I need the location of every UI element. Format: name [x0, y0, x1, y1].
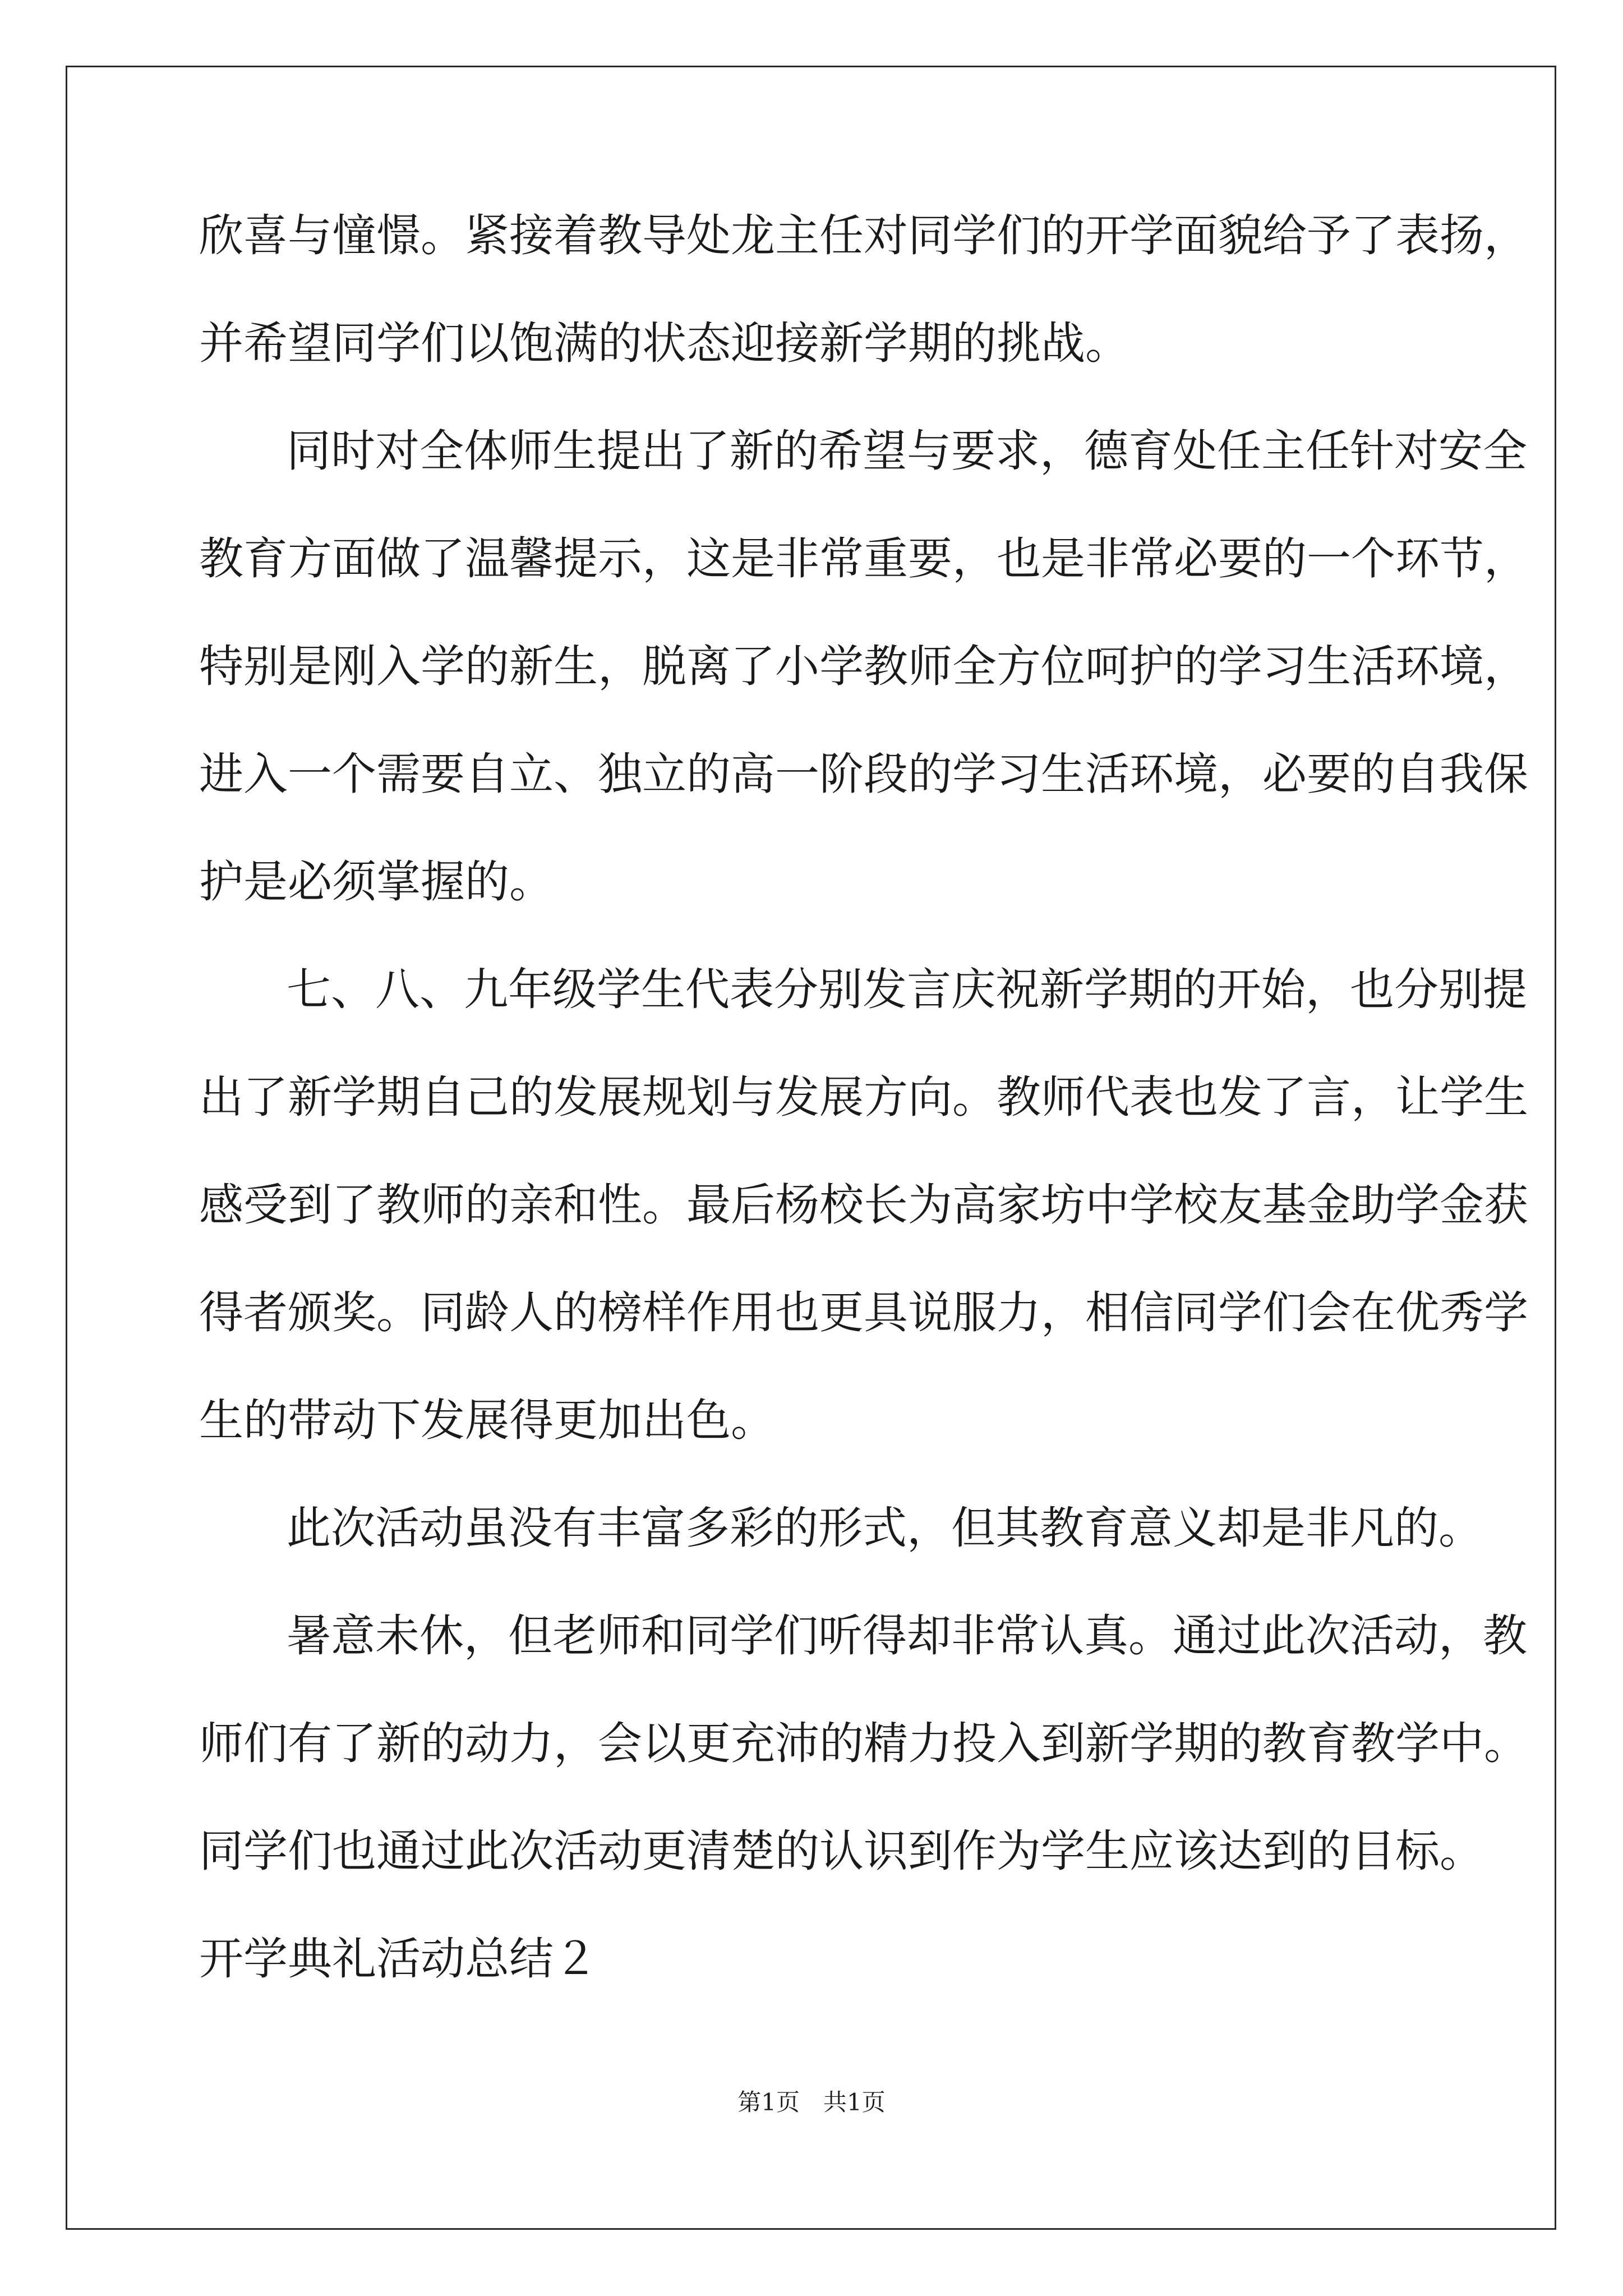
text-line: 出了新学期自己的发展规划与发展方向。教师代表也发了言，让学生	[199, 1071, 1528, 1123]
paragraph-start-line: 此次活动虽没有丰富多彩的形式，但其教育意义却是非凡的。	[287, 1502, 1483, 1554]
text-line: 特别是刚入学的新生，脱离了小学教师全方位呵护的学习生活环境，	[199, 641, 1528, 692]
paragraph-start-line: 七、八、九年级学生代表分别发言庆祝新学期的开始，也分别提	[287, 964, 1527, 1015]
paragraph-start-line: 同时对全体师生提出了新的希望与要求，德育处任主任针对安全	[287, 425, 1527, 477]
section-heading: 开学典礼活动总结２	[199, 1933, 598, 1985]
text-line: 并希望同学们以饱满的状态迎接新学期的挑战。	[199, 318, 1129, 369]
text-line: 感受到了教师的亲和性。最后杨校长为高家坊中学校友基金助学金获	[199, 1179, 1528, 1231]
text-line: 教育方面做了温馨提示，这是非常重要，也是非常必要的一个环节，	[199, 533, 1528, 585]
text-line: 进入一个需要自立、独立的高一阶段的学习生活环境，必要的自我保	[199, 748, 1528, 800]
text-line: 师们有了新的动力，会以更充沛的精力投入到新学期的教育教学中。	[199, 1718, 1528, 1769]
text-line: 生的带动下发展得更加出色。	[199, 1395, 775, 1446]
page-footer: 第1页 共1页	[737, 2088, 886, 2116]
document-body	[199, 202, 1528, 2033]
text-line: 得者颁奖。同龄人的榜样作用也更具说服力，相信同学们会在优秀学	[199, 1287, 1528, 1338]
paragraph-start-line: 暑意未休，但老师和同学们听得却非常认真。通过此次活动，教	[287, 1610, 1527, 1662]
text-line: 护是必须掌握的。	[199, 856, 554, 908]
text-line: 同学们也通过此次活动更清楚的认识到作为学生应该达到的目标。	[199, 1825, 1484, 1877]
text-line: 欣喜与憧憬。紧接着教导处龙主任对同学们的开学面貌给予了表扬，	[199, 210, 1528, 261]
